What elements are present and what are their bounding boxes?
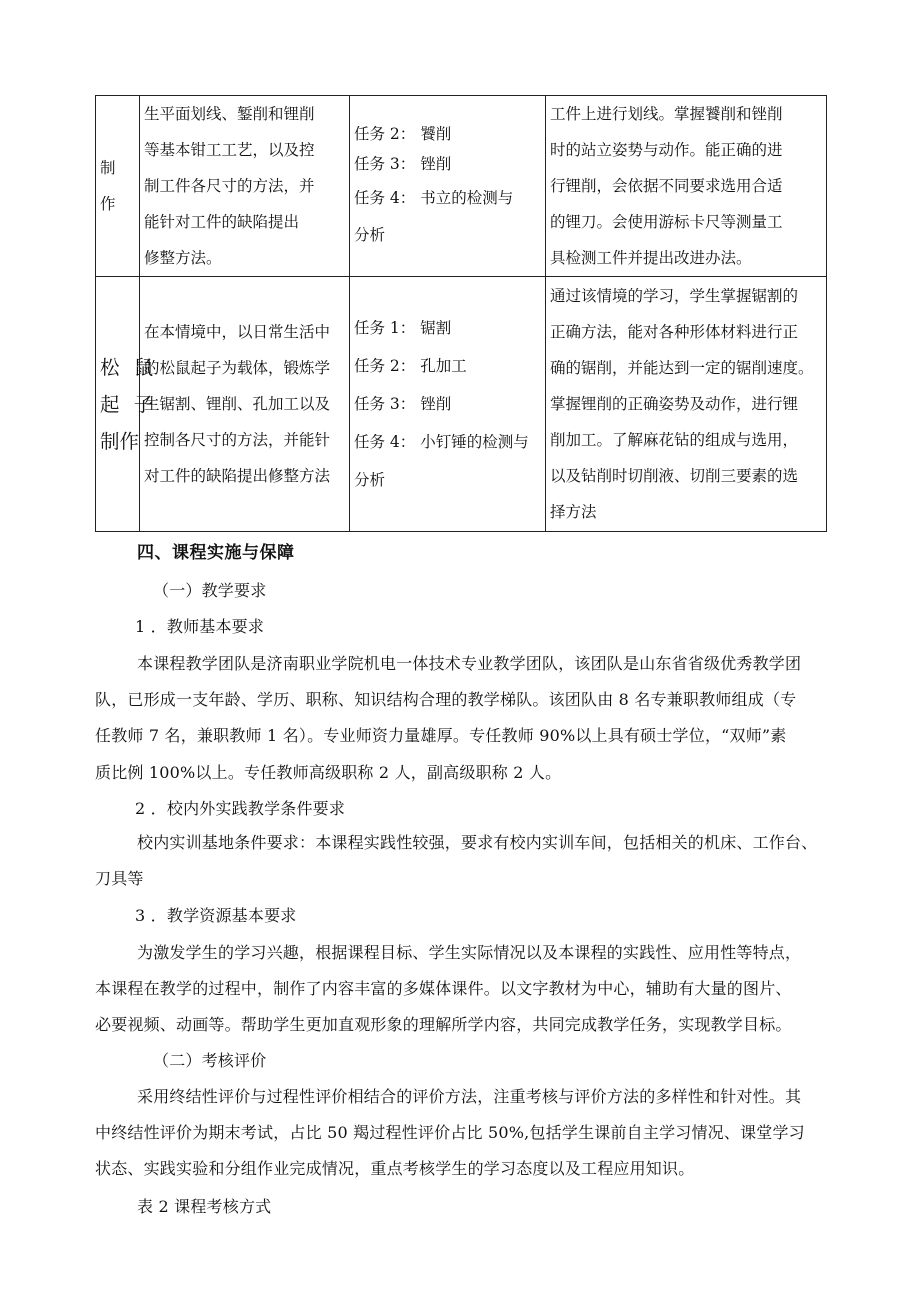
content-line: 在本情境中，以日常生活中: [144, 323, 331, 341]
goal-line: 工件上进行划线。掌握饕削和锉削: [550, 105, 783, 123]
learning-goal-cell: [546, 277, 827, 532]
paragraph-line: 状态、实践实验和分组作业完成情况，重点考核学生的学习态度以及工程应用知识。: [95, 1159, 695, 1178]
item-heading: 2 ．校内外实践教学条件要求: [135, 799, 346, 818]
content-line: 生锯割、锂削、孔加工以及: [144, 395, 331, 413]
content-line: 生平面划线、錾削和锂削: [144, 105, 315, 123]
task-cell: [350, 96, 546, 277]
goal-line: 以及钻削时切削液、切削三要素的选: [550, 467, 799, 485]
content-line: 控制各尺寸的方法，并能针: [144, 431, 331, 449]
task-line: 任务 2： 孔加工: [354, 357, 467, 375]
situation-name-line: 作: [100, 195, 117, 213]
goal-line: 正确方法，能对各种形体材料进行正: [550, 323, 799, 341]
goal-line: 择方法: [550, 503, 597, 521]
course-situation-table: [95, 95, 827, 532]
table-caption: 表 2 课程考核方式: [137, 1197, 272, 1216]
situation-name-line: 起 子: [100, 392, 158, 416]
content-line: 修整方法。: [144, 249, 222, 267]
task-line: 任务 4： 小钉锤的检测与: [354, 433, 529, 451]
content-line: 能针对工件的缺陷提出: [144, 213, 300, 231]
paragraph-line: 校内实训基地条件要求：本课程实践性较强，要求有校内实训车间，包括相关的机床、工作台、: [137, 833, 818, 852]
paragraph-line: 本课程教学团队是济南职业学院机电一体技术专业教学团队，该团队是山东省省级优秀教学团: [137, 654, 802, 673]
situation-name-line: 制作: [100, 429, 140, 453]
situation-name-cell: [96, 277, 158, 532]
learning-content-cell: [140, 96, 350, 277]
table-row: [96, 96, 827, 277]
goal-line: 行锂削，会依据不同要求选用合适: [550, 177, 783, 195]
subsection-heading: （一）教学要求: [153, 581, 267, 600]
task-line: 任务 4： 书立的检测与: [354, 189, 514, 207]
paragraph-line: 采用终结性评价与过程性评价相结合的评价方法，注重考核与评价方法的多样性和针对性。其: [137, 1087, 802, 1106]
goal-line: 时的站立姿势与动作。能正确的进: [550, 141, 783, 159]
goal-line: 的锂刀。会使用游标卡尺等测量工: [550, 213, 783, 231]
task-cell: [350, 277, 546, 532]
situation-name-cell: [96, 96, 140, 277]
paragraph-line: 队，已形成一支年龄、学历、职称、知识结构合理的教学梯队。该团队由 8 名专兼职教师组成（专: [95, 690, 797, 709]
item-heading: 1 ．教师基本要求: [135, 617, 265, 636]
paragraph-line: 刀具等: [95, 869, 144, 888]
situation-name-line: 制: [100, 159, 117, 177]
goal-line: 削加工。了解麻花钻的组成与选用，: [550, 431, 799, 449]
subsection-heading: （二）考核评价: [153, 1051, 267, 1070]
paragraph-line: 中终结性评价为期末考试，占比 50 羯过程性评价占比 50%,包括学生课前自主学习情况、课堂学习: [95, 1123, 805, 1142]
item-heading: 3 ．教学资源基本要求: [135, 906, 297, 925]
paragraph-line: 任教师 7 名，兼职教师 1 名）。专业师资力量雄厚。专任教师 90%以上具有硕士学位，“双师”素: [95, 726, 787, 745]
task-line: 分析: [354, 471, 386, 489]
table-row: [96, 277, 827, 532]
goal-line: 通过该情境的学习，学生掌握锯割的: [550, 287, 799, 305]
task-line: 任务 3： 锉削: [354, 395, 452, 413]
situation-name-line: 松 鼠: [100, 355, 158, 379]
goal-line: 掌握锂削的正确姿势及动作，进行锂: [550, 395, 799, 413]
paragraph-line: 为激发学生的学习兴趣，根据课程目标、学生实际情况以及本课程的实践性、应用性等特点，: [137, 943, 802, 962]
learning-content-cell: [140, 277, 350, 532]
section-heading: 四、课程实施与保障: [137, 543, 295, 563]
learning-goal-cell: [546, 96, 827, 277]
task-line: 任务 1： 锯割: [354, 319, 452, 337]
goal-line: 具检测工件并提出改进办法。: [550, 249, 752, 267]
goal-line: 确的锯削，并能达到一定的锯削速度。: [550, 359, 814, 377]
content-line: 的松鼠起子为载体，锻炼学: [144, 359, 331, 377]
paragraph-line: 本课程在教学的过程中，制作了内容丰富的多媒体课件。以文字教材为中心，辅助有大量的图片、: [95, 979, 792, 998]
paragraph-line: 必要视频、动画等。帮助学生更加直观形象的理解所学内容，共同完成教学任务，实现教学目标。: [95, 1015, 792, 1034]
content-line: 对工件的缺陷提出修整方法: [144, 467, 331, 485]
content-line: 制工件各尺寸的方法，并: [144, 177, 315, 195]
task-line: 分析: [354, 226, 386, 244]
task-line: 任务 3： 锉削: [354, 155, 452, 173]
paragraph-line: 质比例 100%以上。专任教师高级职称 2 人，副高级职称 2 人。: [95, 763, 562, 782]
content-line: 等基本钳工工艺，以及控: [144, 141, 315, 159]
task-line: 任务 2： 饕削: [354, 125, 452, 143]
